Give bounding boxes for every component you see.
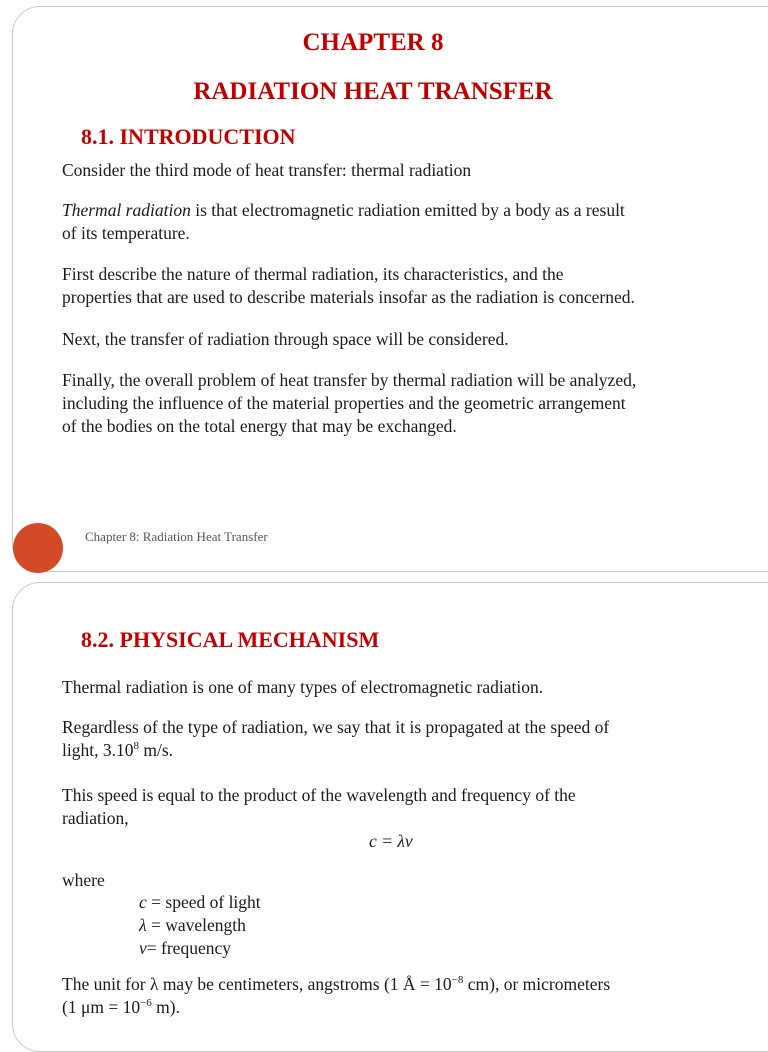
intro-paragraph-5-line1: Finally, the overall problem of heat transfer by thermal radiation will be analyzed, (62, 370, 637, 390)
slide-footer: Chapter 8: Radiation Heat Transfer (85, 529, 268, 544)
footer-circle-icon (13, 523, 63, 573)
units-line1-b: cm), or micrometers (463, 974, 611, 994)
intro-paragraph-2 (62, 199, 752, 245)
symbol-nu: ν (139, 938, 147, 958)
intro-paragraph-3 (62, 263, 752, 309)
mechanism-paragraph-3-line1: This speed is equal to the product of the wavelength and frequency of the (62, 785, 576, 805)
slide-2 (12, 582, 768, 1052)
speed-of-light-unit: m/s. (138, 740, 174, 760)
mechanism-paragraph-3 (62, 784, 752, 830)
chapter-number: CHAPTER 8 (302, 29, 444, 56)
intro-paragraph-4: Next, the transfer of radiation through space will be considered. (62, 329, 509, 349)
mechanism-paragraph-3-line2: radiation, (62, 808, 129, 828)
units-line2-a: (1 μm = 10 (62, 997, 141, 1017)
definition-nu-text: = frequency (146, 938, 231, 958)
definition-nu (139, 938, 231, 959)
wave-equation: c = λν (369, 831, 413, 851)
symbol-lambda: λ (139, 915, 147, 935)
definition-lambda (139, 915, 246, 936)
units-line2-b: m). (151, 997, 180, 1017)
definition-c-text: = speed of light (146, 892, 261, 912)
micrometer-exponent: −6 (140, 997, 152, 1010)
speed-of-light-exponent: 8 (133, 740, 139, 753)
mechanism-paragraph-2 (62, 716, 752, 762)
intro-paragraph-5-line2: including the influence of the material properties and the geometric arrangement (62, 393, 626, 413)
intro-paragraph-5 (62, 369, 752, 438)
intro-paragraph-3-line2: properties that are used to describe materials insofar as the radiation is concerned. (62, 287, 635, 307)
intro-paragraph-2-line1: is that electromagnetic radiation emitted by a body as a result (190, 200, 625, 220)
mechanism-paragraph-4 (62, 973, 752, 1019)
symbol-c: c (139, 892, 147, 912)
intro-paragraph-2-line2: of its temperature. (62, 223, 190, 243)
definition-lambda-text: = wavelength (146, 915, 246, 935)
mechanism-paragraph-2-line1: Regardless of the type of radiation, we say that it is propagated at the speed of (62, 717, 610, 737)
intro-paragraph-1: Consider the third mode of heat transfer: thermal radiation (62, 160, 472, 180)
term-thermal-radiation: Thermal radiation (62, 200, 191, 220)
intro-paragraph-5-line3: of the bodies on the total energy that may be exchanged. (62, 416, 457, 436)
slide-1 (12, 6, 768, 572)
definition-c (139, 892, 261, 913)
units-line1-a: The unit for λ may be centimeters, angstroms (1 Å = 10 (62, 974, 452, 994)
chapter-title: RADIATION HEAT TRANSFER (193, 78, 553, 105)
speed-of-light-prefix: light, 3.10 (62, 740, 134, 760)
section-heading-physical-mechanism: 8.2. PHYSICAL MECHANISM (81, 627, 380, 652)
mechanism-paragraph-1: Thermal radiation is one of many types of electromagnetic radiation. (62, 677, 544, 697)
section-heading-intro: 8.1. INTRODUCTION (81, 124, 296, 149)
intro-paragraph-3-line1: First describe the nature of thermal radiation, its characteristics, and the (62, 264, 564, 284)
where-label: where (62, 870, 105, 890)
angstrom-exponent: −8 (451, 974, 464, 987)
